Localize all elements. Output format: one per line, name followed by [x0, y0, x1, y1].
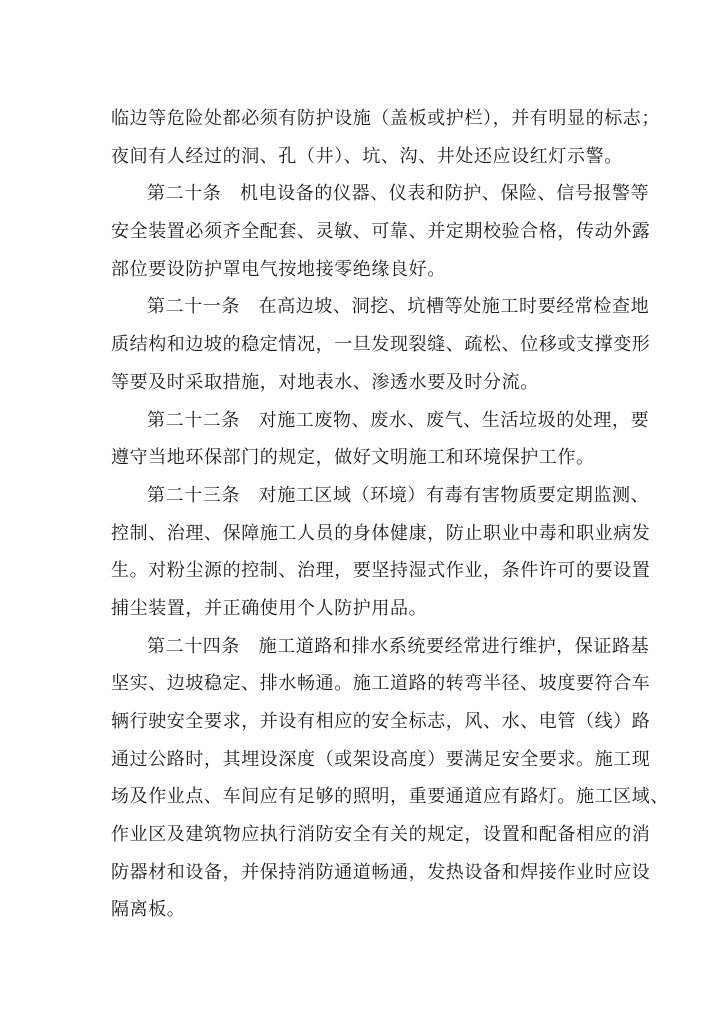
- text-line: 部位要设防护罩电气按地接零绝缘良好。: [111, 258, 446, 280]
- text-line: 第二十一条 在高边坡、洞挖、坑槽等处施工时要经常检查地: [147, 296, 650, 318]
- text-line: 夜间有人经过的洞、孔（井）、坑、沟、井处还应设红灯示警。: [111, 145, 623, 167]
- text-line: 质结构和边坡的稳定情况，一旦发现裂缝、疏松、位移或支撑变形: [111, 334, 651, 356]
- text-line: 安全装置必须齐全配套、灵敏、可靠、并定期校验合格，传动外露: [111, 221, 651, 243]
- text-line: 通过公路时，其埋设深度（或架设高度）要满足安全要求。施工现: [111, 748, 651, 770]
- text-line: 等要及时采取措施，对地表水、渗透水要及时分流。: [111, 371, 539, 393]
- text-line: 捕尘装置，并正确使用个人防护用品。: [111, 597, 428, 619]
- text-line: 辆行驶安全要求，并设有相应的安全标志，风、水、电管（线）路: [111, 711, 651, 732]
- text-line: 临边等危险处都必须有防护设施（盖板或护栏），并有明显的标志；: [111, 108, 660, 129]
- text-line: 第二十二条 对施工废物、废水、废气、生活垃圾的处理，要: [147, 409, 650, 431]
- text-line: 第二十四条 施工道路和排水系统要经常进行维护，保证路基: [147, 635, 650, 657]
- text-line: 场及作业点、车间应有足够的照明，重要通道应有路灯。施工区域、: [111, 786, 669, 808]
- text-line: 作业区及建筑物应执行消防安全有关的规定，设置和配备相应的消: [111, 824, 651, 846]
- text-line: 第二十条 机电设备的仪器、仪表和防护、保险、信号报警等: [147, 183, 650, 205]
- text-line: 隔离板。: [111, 899, 186, 921]
- text-line: 生。对粉尘源的控制、治理，要坚持湿式作业，条件许可的要设置: [111, 560, 651, 582]
- text-line: 遵守当地环保部门的规定，做好文明施工和环境保护工作。: [111, 447, 595, 469]
- text-line: 防器材和设备，并保持消防通道畅通，发热设备和焊接作业时应设: [111, 861, 651, 883]
- text-line: 控制、治理、保障施工人员的身体健康，防止职业中毒和职业病发: [111, 522, 651, 544]
- body-text: [111, 100, 669, 929]
- text-line: 第二十三条 对施工区域（环境）有毒有害物质要定期监测、: [147, 484, 650, 506]
- text-line: 坚实、边坡稳定、排水畅通。施工道路的转弯半径、坡度要符合车: [111, 673, 651, 695]
